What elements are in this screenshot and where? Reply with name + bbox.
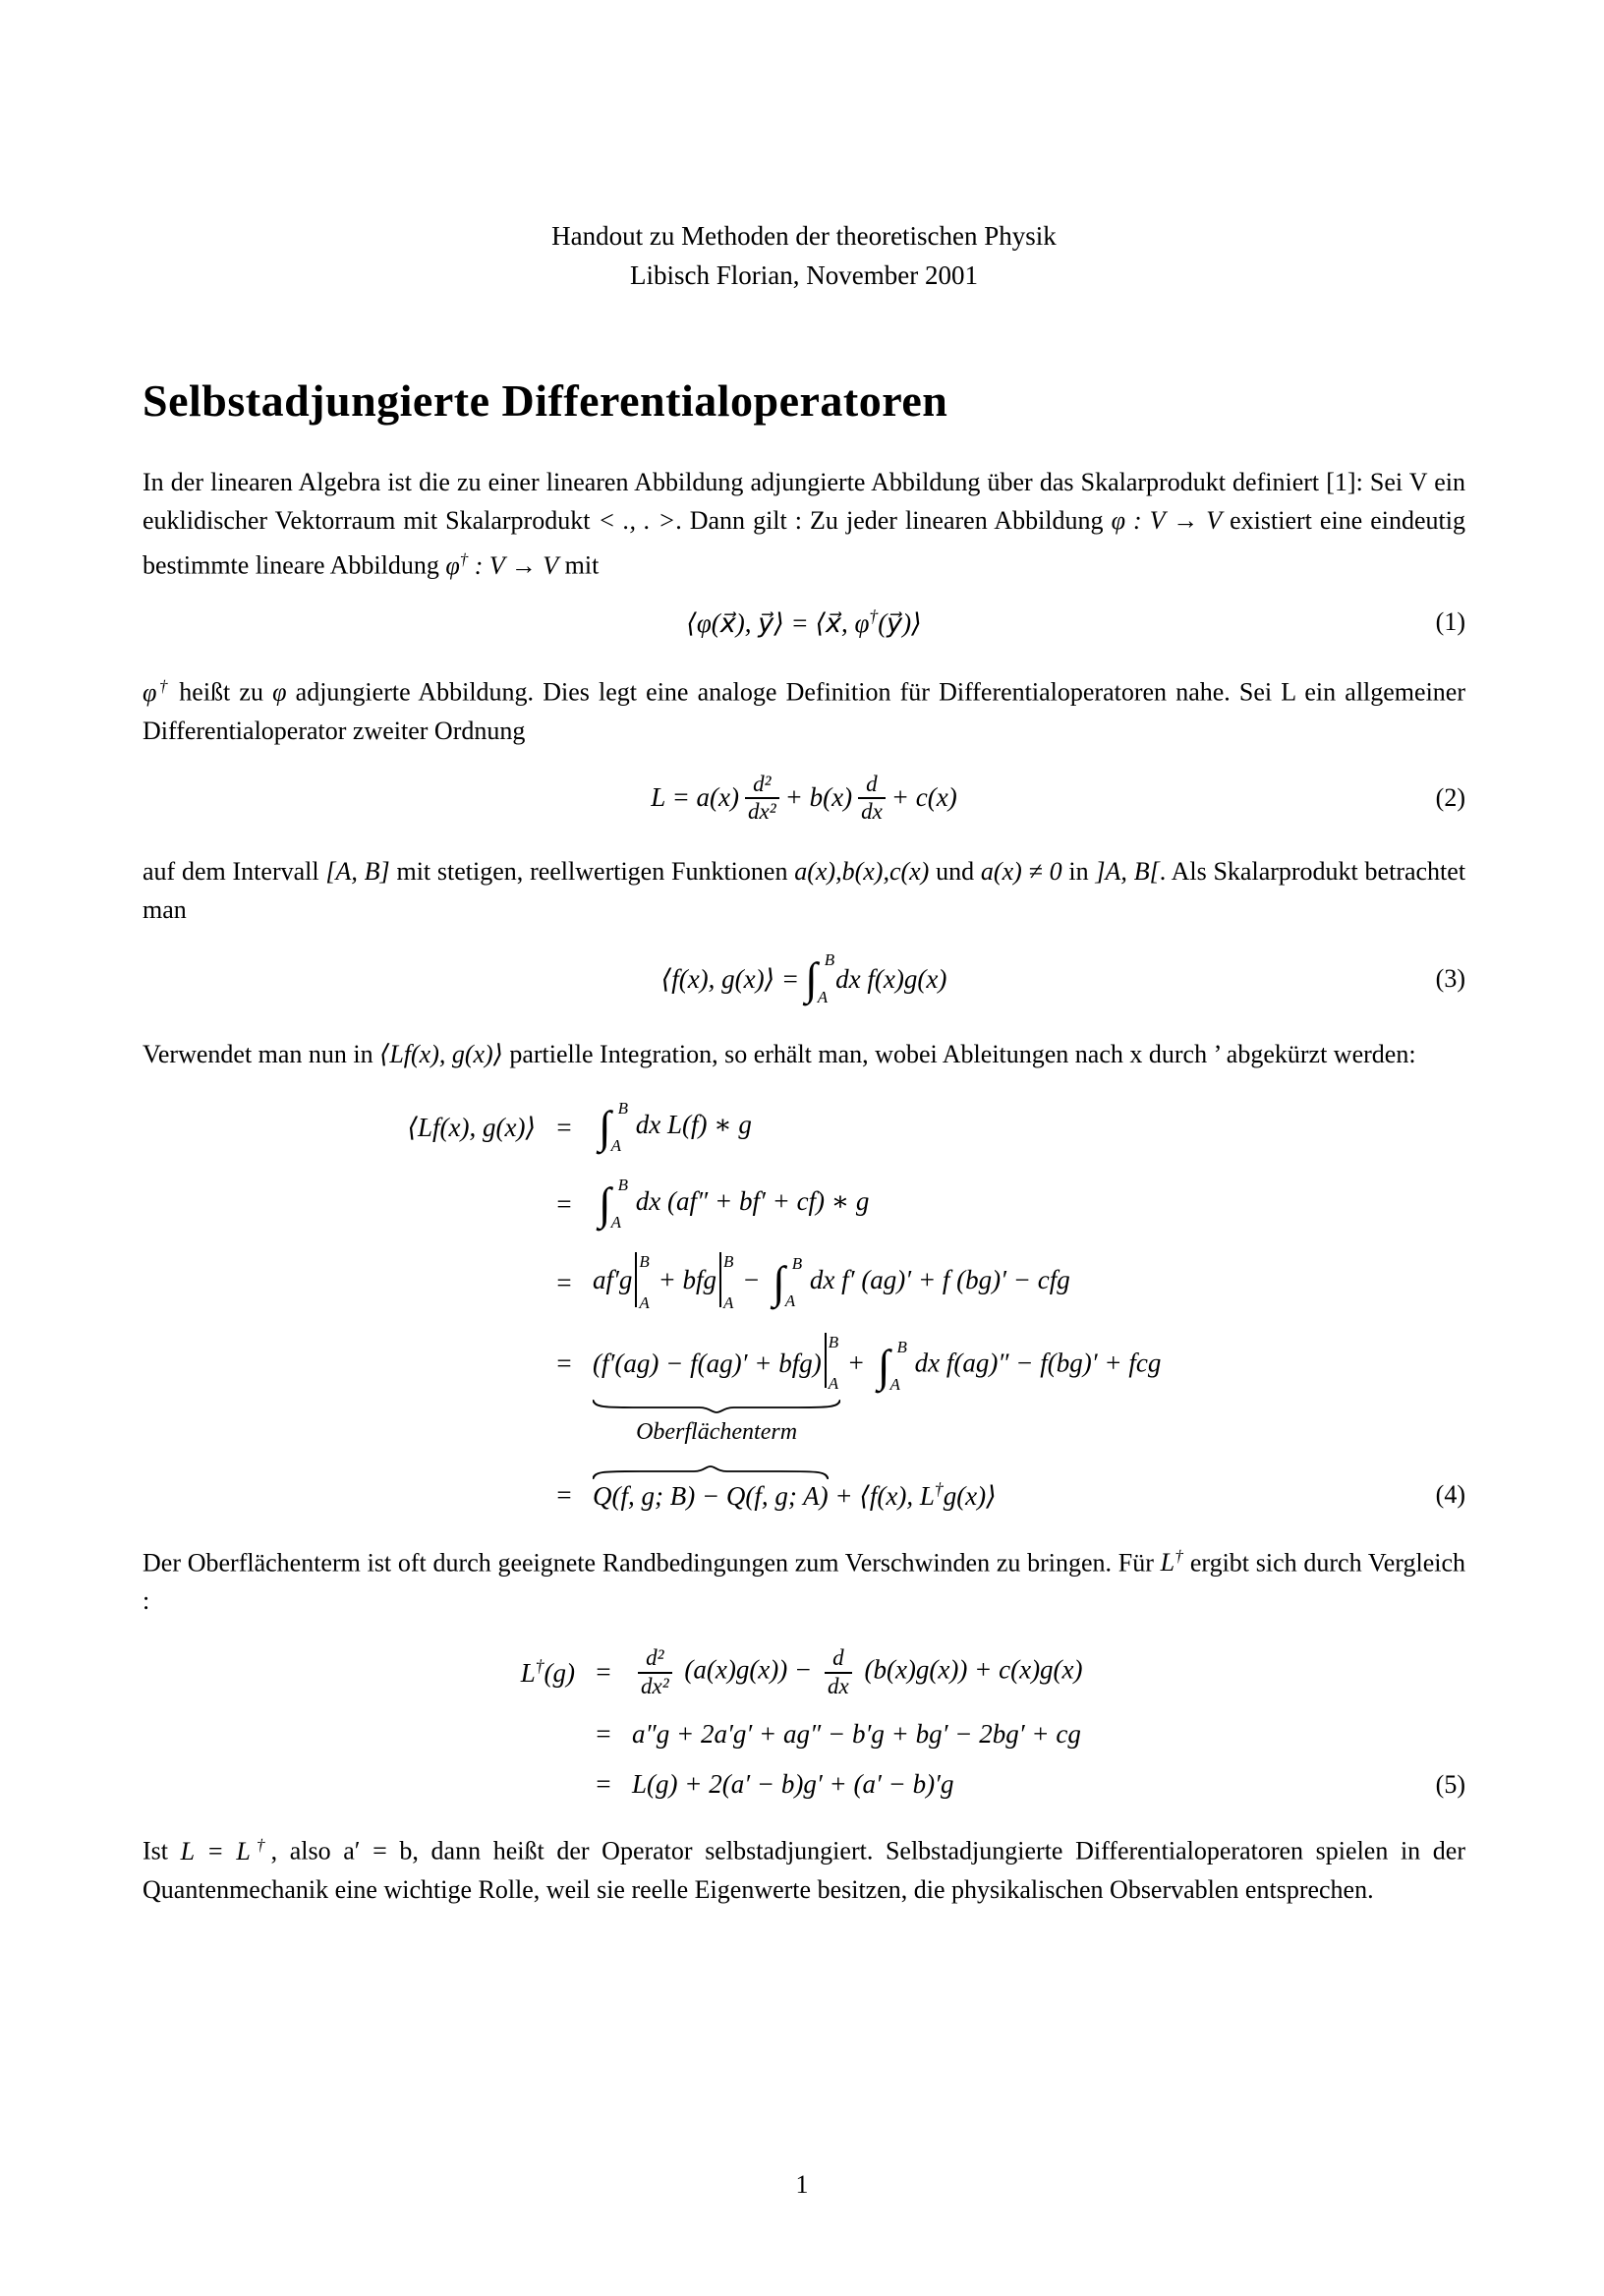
derivation-row-4 bbox=[143, 1333, 1465, 1446]
inline-math: a(x) ≠ 0 bbox=[980, 857, 1062, 887]
document-content bbox=[143, 0, 1465, 1930]
eq5-rhs: $\frac{\text{d²}}{\text{dx²}}$ (a(x)g(x)) − $\frac{d}{dx}$ (b(x)g(x)) + c(x)g(x) bbox=[632, 1645, 1397, 1699]
derivation-rhs: ∫ B A dx (af″ + bf′ + cf) ∗ g bbox=[599, 1176, 870, 1233]
equation-3 bbox=[143, 950, 1465, 1007]
equals-sign: = bbox=[596, 1719, 611, 1750]
equals-sign: = bbox=[556, 1188, 572, 1219]
derivation-rhs: (f′(ag) − f(ag)′ + bfg) B A Oberflächenterm + ∫ B A dx f(ag)″ − f(bg)′ + fcg bbox=[593, 1333, 1162, 1446]
derivation-lhs: ⟨Lf(x), g(x)⟩ bbox=[407, 1112, 536, 1142]
page-title: Selbstadjungierte Differentialoperatoren bbox=[143, 375, 948, 426]
integral-sign: ∫ bbox=[805, 953, 818, 1004]
paragraph-6 bbox=[143, 1825, 1465, 1909]
equation-2 bbox=[143, 772, 1465, 826]
text-run: adjungierte Abbildung. Dies legt eine analoge Definition für Differentialoperatoren nahe. Sei L ein allgemeiner Differentialoperator zweiter Ordnung bbox=[143, 677, 1465, 745]
equals-sign: = bbox=[596, 1769, 611, 1800]
surface-term-group: (f′(ag) − f(ag)′ + bfg) B A Oberflächenterm bbox=[593, 1333, 839, 1446]
overbrace bbox=[593, 1465, 829, 1479]
equation-1-label: (1) bbox=[1435, 607, 1465, 637]
text-run: und bbox=[929, 857, 981, 887]
evaluation-bar: B A bbox=[825, 1333, 838, 1394]
inline-math: < ., . > bbox=[598, 506, 676, 536]
text-run: heißt zu bbox=[170, 677, 273, 707]
text-run: Ist bbox=[143, 1836, 181, 1866]
inline-math: ⟨Lf(x), g(x)⟩ bbox=[379, 1040, 503, 1069]
integral: ∫ B A bbox=[805, 950, 835, 1007]
equation-1-body: ⟨φ(x⃗), y⃗⟩ = ⟨x⃗, φ†(y⃗)⟩ bbox=[686, 605, 922, 638]
equation-1 bbox=[143, 606, 1465, 639]
fraction: $\frac{\text{d²}}{\text{dx²}}$ bbox=[745, 772, 779, 826]
equals-sign: = bbox=[556, 1479, 572, 1510]
equals-sign: = bbox=[556, 1112, 572, 1142]
text-run: ergibt sich durch Vergleich : bbox=[143, 1548, 1466, 1616]
text-run: auf dem Intervall bbox=[143, 857, 326, 887]
eq5-row-3 bbox=[143, 1769, 1465, 1800]
text-run: Der Oberflächenterm ist oft durch geeignete Randbedingungen zum Verschwinden zu bringen. Für bbox=[143, 1548, 1161, 1578]
integral: ∫ B A bbox=[773, 1254, 803, 1311]
evaluation-bar: B A bbox=[635, 1252, 649, 1313]
equation-3-body: ⟨f(x), g(x)⟩ = ∫ B A dx f(x)g(x) bbox=[660, 950, 947, 1007]
inline-math: L† bbox=[1160, 1546, 1184, 1578]
header-line-1: Handout zu Methoden der theoretischen Physik bbox=[551, 221, 1057, 251]
eq5-row-1 bbox=[143, 1645, 1465, 1699]
inline-math: φ : V → V bbox=[1111, 506, 1223, 536]
equation-2-body: L = a(x) $\frac{\text{d²}}{\text{dx²}}$ + b(x) $\frac{d}{dx}$ + c(x) bbox=[651, 771, 957, 824]
equation-2-label: (2) bbox=[1435, 782, 1465, 812]
underbrace bbox=[593, 1400, 840, 1413]
derivation-row-2 bbox=[143, 1176, 1465, 1233]
underbrace-label: Oberflächenterm bbox=[636, 1419, 798, 1446]
text-run: Verwendet man nun in bbox=[143, 1040, 380, 1069]
derivation-row-5 bbox=[143, 1479, 1465, 1512]
paragraph-4 bbox=[143, 1035, 1465, 1073]
eq5-row-2 bbox=[143, 1719, 1465, 1750]
paragraph-1 bbox=[143, 463, 1465, 585]
text-run: . Dann gilt : Zu jeder linearen Abbildung bbox=[675, 506, 1112, 536]
inline-math: [A, B] bbox=[325, 857, 390, 887]
document-header bbox=[143, 216, 1465, 295]
derivation-rhs: Q(f, g; B) − Q(f, g; A) + ⟨f(x), L†g(x)⟩ bbox=[593, 1479, 1397, 1512]
text-run: existiert eine eindeutig bestimmte lineare Abbildung bbox=[143, 506, 1466, 580]
paragraph-5 bbox=[143, 1537, 1465, 1621]
q-term-group: Q(f, g; B) − Q(f, g; A) bbox=[593, 1481, 829, 1512]
inline-math: φ† : V → V bbox=[445, 549, 559, 580]
fraction: $\frac{d}{dx}$ bbox=[825, 1645, 852, 1699]
derivation-block bbox=[143, 1099, 1465, 1511]
equals-sign: = bbox=[596, 1657, 611, 1688]
equation-5-label: (5) bbox=[1435, 1769, 1465, 1799]
equation-3-label: (3) bbox=[1435, 964, 1465, 994]
fraction: $\frac{\text{d²}}{\text{dx²}}$ bbox=[638, 1645, 672, 1699]
integral: ∫ B A bbox=[877, 1337, 907, 1394]
text-run: partielle Integration, so erhält man, wobei Ableitungen nach x durch ’ abgekürzt werden: bbox=[502, 1040, 1416, 1069]
eq5-rhs: L(g) + 2(a′ − b)g′ + (a′ − b)′g bbox=[632, 1769, 954, 1800]
text-run: mit bbox=[558, 550, 600, 580]
equation-4-label: (4) bbox=[1435, 1480, 1465, 1510]
derivation-row-3 bbox=[143, 1252, 1465, 1313]
derivation-row-1 bbox=[143, 1099, 1465, 1156]
text-run: mit stetigen, reellwertigen Funktionen bbox=[389, 857, 795, 887]
inline-math: a(x),b(x),c(x) bbox=[794, 857, 930, 887]
inline-math: L = L† bbox=[180, 1835, 271, 1866]
paragraph-2 bbox=[143, 666, 1465, 750]
page-number: 1 bbox=[795, 2170, 809, 2199]
integral: ∫ B A bbox=[599, 1099, 628, 1156]
paragraph-3 bbox=[143, 852, 1465, 929]
text-run: in bbox=[1061, 857, 1096, 887]
integral: ∫ B A bbox=[599, 1176, 628, 1233]
text-run: , also a′ = b, dann heißt der Operator selbstadjungiert. Selbstadjungierte Differentialoperatoren spielen in der Quantenmechanik eine wichtige Rolle, weil sie reelle Eigenwerte besitzen, die physikalischen Observablen entsprechen. bbox=[143, 1836, 1466, 1904]
text-run: . Als Skalarprodukt betrachtet man bbox=[143, 857, 1466, 925]
inline-math: ]A, B[ bbox=[1095, 857, 1160, 887]
header-line-2: Libisch Florian, November 2001 bbox=[630, 260, 978, 290]
evaluation-bar: B A bbox=[719, 1252, 733, 1313]
eq5-lhs: L†(g) bbox=[520, 1656, 575, 1689]
inline-math: φ† bbox=[143, 675, 171, 707]
equals-sign: = bbox=[556, 1267, 572, 1297]
inline-math: φ bbox=[272, 677, 287, 707]
fraction: $\frac{d}{dx}$ bbox=[858, 772, 886, 826]
equals-sign: = bbox=[556, 1349, 572, 1379]
equation-5-block bbox=[143, 1645, 1465, 1800]
text-run: In der linearen Algebra ist die zu einer linearen Abbildung adjungierte Abbildung über das Skalarprodukt definiert [1]: Sei V ein euklidischer Vektorraum mit Skalarprodukt bbox=[143, 468, 1465, 536]
eq5-rhs: a″g + 2a′g′ + ag″ − b′g + bg′ − 2bg′ + cg bbox=[632, 1719, 1081, 1750]
derivation-rhs: af′g B A + bfg B A − ∫ B A dx f′ (ag)′ + f (bg)′ − cfg bbox=[593, 1252, 1070, 1313]
derivation-rhs: ∫ B A dx L(f) ∗ g bbox=[599, 1099, 752, 1156]
